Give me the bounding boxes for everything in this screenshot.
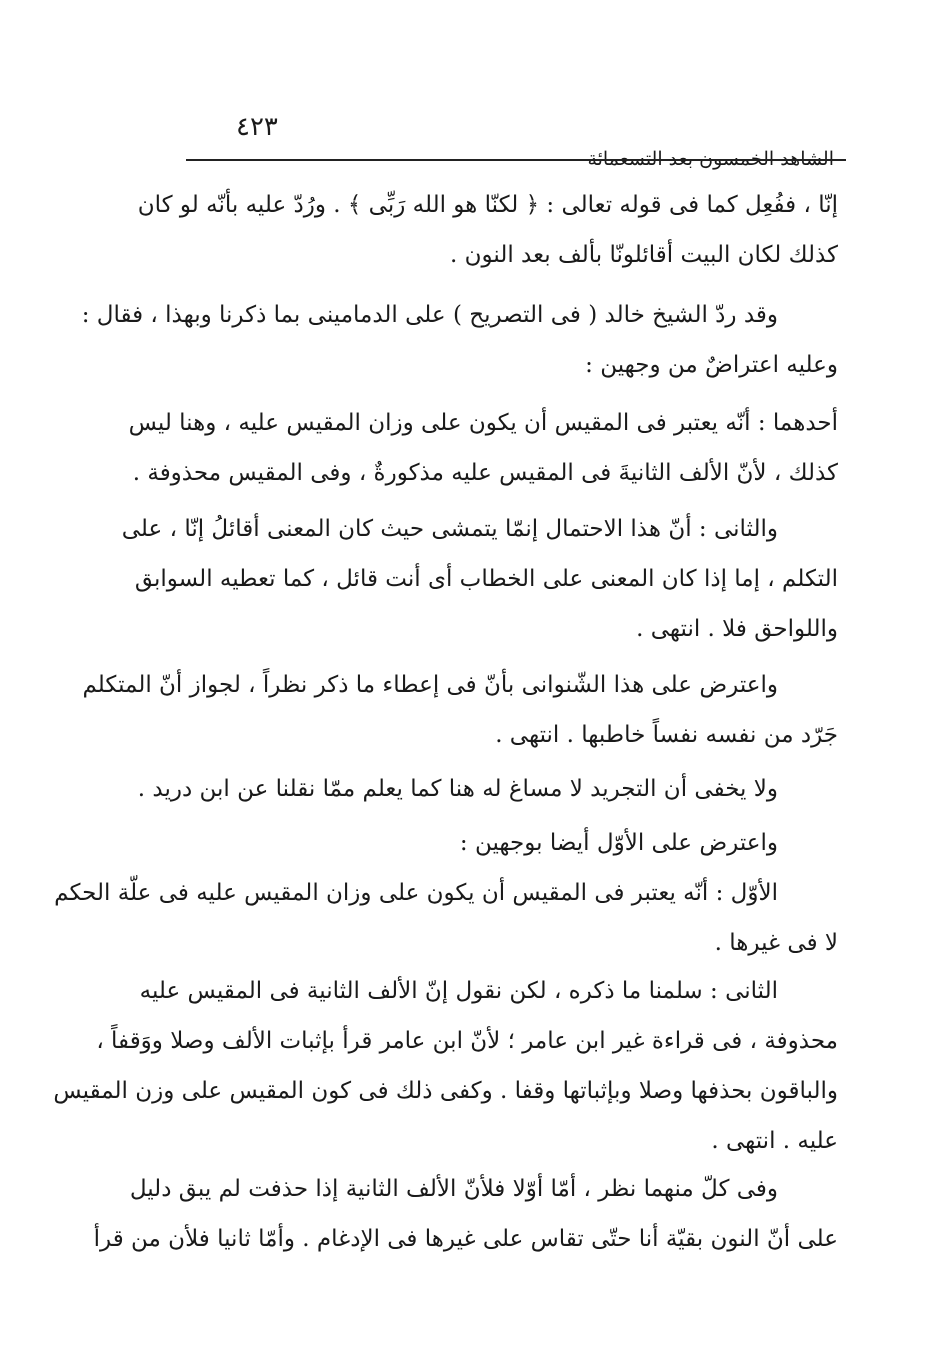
text-line: ولا يخفى أن التجريد لا مساغ له هنا كما يعلم ممّا نقلنا عن ابن دريد . — [137, 776, 778, 802]
text-line: الثانى : سلمنا ما ذكره ، لكن نقول إنّ الألف الثانية فى المقيس عليه — [139, 978, 778, 1004]
text-line: التكلم ، إما إذا كان المعنى على الخطاب أى أنت قائل ، كما تعطيه السوابق — [134, 566, 838, 592]
text-line: كذلك لكان البيت أقائلونّا بألف بعد النون . — [450, 242, 838, 268]
paragraph-6 — [137, 764, 838, 814]
text-line: وفى كلّ منهما نظر ، أمّا أوّلا فلأنّ الألف الثانية إذا حذفت لم يبق دليل — [129, 1176, 778, 1202]
paragraph-5 — [82, 660, 838, 760]
text-line: أحدهما : أنّه يعتبر فى المقيس أن يكون على وزان المقيس عليه ، وهنا ليس — [128, 410, 838, 436]
paragraph-10 — [93, 1164, 838, 1264]
text-line: واعترض على الأوّل أيضا بوجهين : — [459, 830, 778, 856]
paragraph-2 — [81, 290, 838, 390]
text-line: عليه . انتهى . — [711, 1128, 838, 1154]
paragraph-3 — [128, 398, 838, 498]
text-line: على أنّ النون بقيّة أنا حتّى تقاس على غيرها فى الإدغام . وأمّا ثانيا فلأن من قرأ — [93, 1226, 838, 1252]
paragraph-8 — [54, 868, 838, 968]
text-line: جَرّد من نفسه نفساً خاطبها . انتهى . — [495, 722, 838, 748]
text-line: لا فى غيرها . — [714, 930, 838, 956]
running-header-title: الشاهد الخمسون بعد التسعمائة — [587, 148, 834, 170]
paragraph-1 — [137, 180, 838, 280]
text-line: وعليه اعتراضٌ من وجهين : — [585, 352, 838, 378]
paragraph-7 — [190, 818, 838, 868]
text-line: كذلك ، لأنّ الألف الثانيةَ فى المقيس عليه مذكورةٌ ، وفى المقيس محذوفة . — [132, 460, 838, 486]
text-line: محذوفة ، فى قراءة غير ابن عامر ؛ لأنّ ابن عامر قرأ بإثبات الألف وصلا ووَقفاً ، — [96, 1028, 838, 1054]
paragraph-4 — [121, 504, 838, 654]
text-line: واللواحق فلا . انتهى . — [636, 616, 838, 642]
header-divider — [186, 159, 846, 161]
text-line: إنّا ، ففُعِل كما فى قوله تعالى : ﴿ لكنّا هو الله رَبِّى ﴾ . ورُدّ عليه بأنّه لو كان — [137, 192, 838, 218]
paragraph-9 — [53, 966, 838, 1166]
text-line: واعترض على هذا الشّنوانى بأنّ فى إعطاء ما ذكر نظراً ، لجواز أنّ المتكلم — [82, 672, 778, 698]
text-line: الأوّل : أنّه يعتبر فى المقيس أن يكون على وزان المقيس عليه فى علّة الحكم — [54, 880, 778, 906]
text-line: والثانى : أنّ هذا الاحتمال إنمّا يتمشى حيث كان المعنى أقائلُ إنّا ، على — [121, 516, 778, 542]
text-line: وقد ردّ الشيخ خالد ( فى التصريح ) على الدمامينى بما ذكرنا وبهذا ، فقال : — [81, 302, 778, 328]
page-number: ٤٢٣ — [236, 112, 278, 142]
text-line: والباقون بحذفها وصلا وبإثباتها وقفا . وكفى ذلك فى كون المقيس على وزن المقيس — [53, 1078, 838, 1104]
